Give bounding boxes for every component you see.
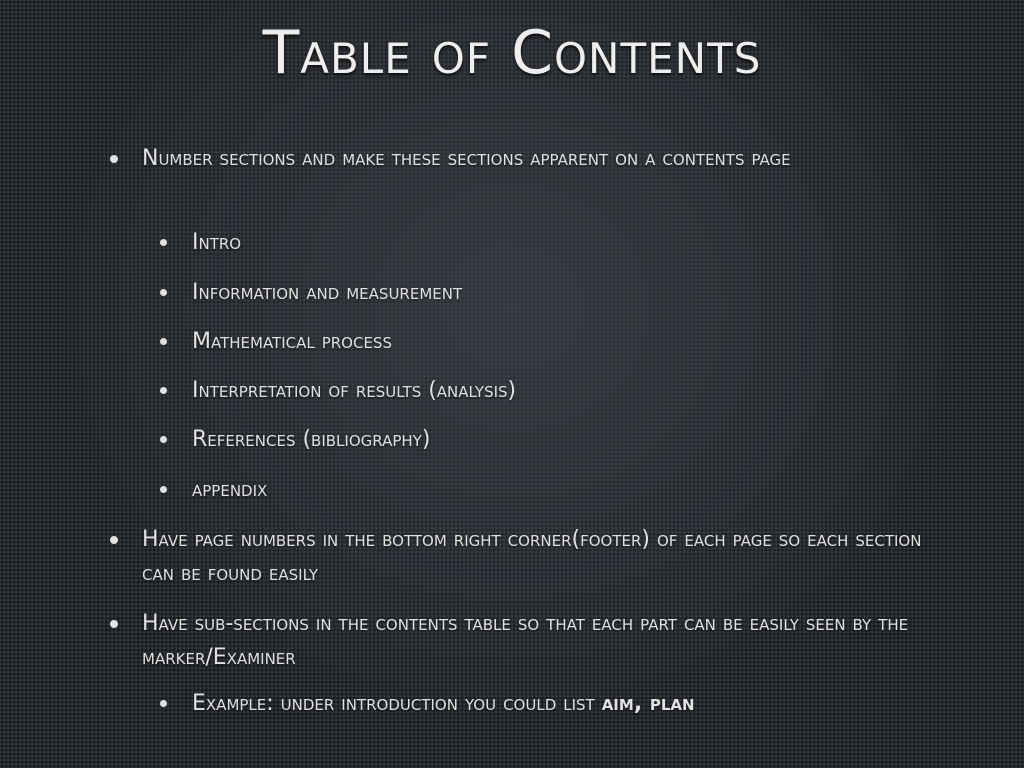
bullet-item-level1 <box>142 607 942 675</box>
bullet-text: Intro <box>192 230 242 255</box>
bullet-text: References (bibliography) <box>192 427 431 452</box>
bullet-text: Information and measurement <box>192 280 463 305</box>
bullet-item-level2 <box>192 325 952 359</box>
bullet-item-level1 <box>142 142 942 176</box>
bullet-text: Mathematical process <box>192 329 392 354</box>
bullet-dot-icon <box>160 436 167 443</box>
bullet-text: Have sub-sections in the contents table so that each part can be easily seen by the marker/Examiner <box>142 611 909 670</box>
bullet-dot-icon <box>110 620 118 628</box>
bullet-dot-icon <box>110 155 118 163</box>
bullet-item-level2 <box>192 276 952 310</box>
bullet-text: Have page numbers in the bottom right corner(footer) of each page so each section can be found easily <box>142 527 922 586</box>
bullet-dot-icon <box>160 387 167 394</box>
bullet-text: appendix <box>192 477 268 502</box>
bullet-text: Interpretation of results (analysis) <box>192 378 517 403</box>
bullet-item-level2 <box>192 473 952 507</box>
bullet-dot-icon <box>110 536 118 544</box>
slide-title: Table of Contents <box>262 18 762 88</box>
bullet-dot-icon <box>160 700 167 707</box>
bullet-item-level2 <box>192 226 952 260</box>
bullet-text: Example: under introduction you could list <box>192 691 602 716</box>
bullet-dot-icon <box>160 239 167 246</box>
bullet-item-level1 <box>142 523 942 591</box>
bullet-item-level2 <box>192 687 952 721</box>
bullet-dot-icon <box>160 338 167 345</box>
bullet-dot-icon <box>160 289 167 296</box>
bullet-text: Number sections and make these sections apparent on a contents page <box>142 146 791 171</box>
bullet-item-level2 <box>192 423 952 457</box>
bullet-dot-icon <box>160 486 167 493</box>
bullet-item-level2 <box>192 374 952 408</box>
bullet-bold-text: aim, plan <box>601 691 695 716</box>
